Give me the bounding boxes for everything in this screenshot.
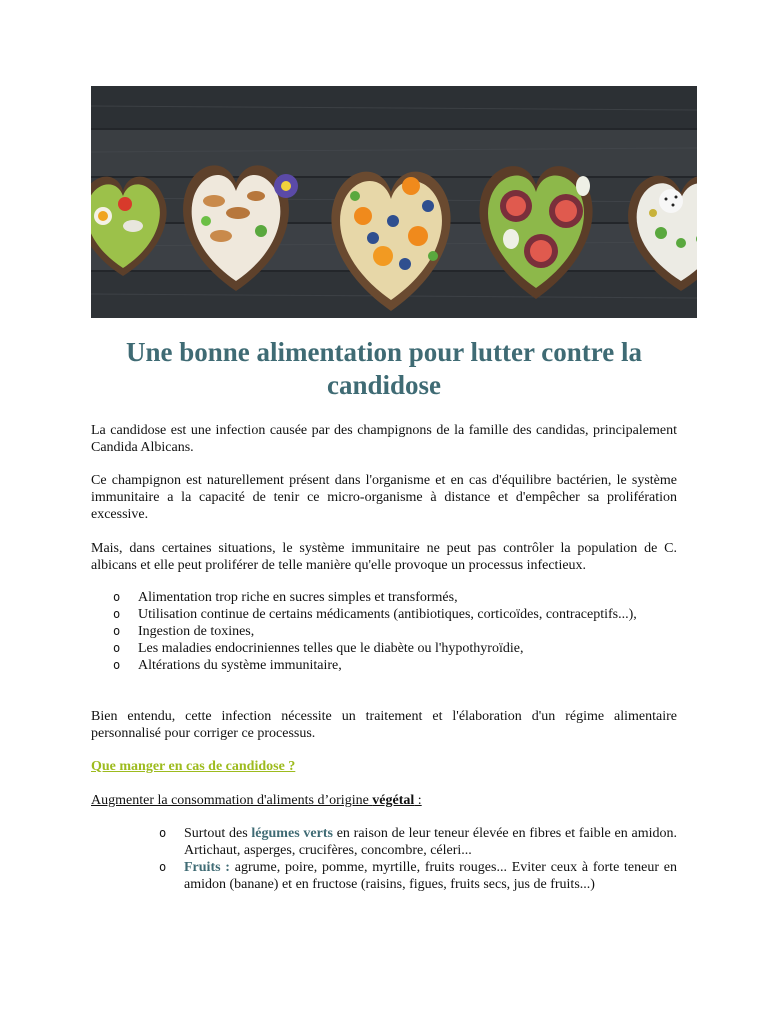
paragraph-intro: La candidose est une infection causée par des champignons de la famille des candidas, principalement Candida Albicans. [91,423,677,455]
sub-heading: Augmenter la consommation d'aliments d’origine végétal : [91,793,422,808]
bullet-marker: o [159,860,167,874]
bullet-marker: o [113,624,121,638]
list-item: o Les maladies endocriniennes telles que le diabète ou l'hypothyroïdie, [113,641,524,656]
paragraph-treatment: Bien entendu, cette infection nécessite un traitement et l'élaboration d'un régime alimentaire personnalisé pour corriger ce processus. [91,709,677,741]
foods-list [159,825,677,893]
list-item: o Fruits : agrume, poire, pomme, myrtille, fruits rouges... Eviter ceux à forte teneur en amidon (banane) et en fructose (raisins, figues, fruits secs, jus de fruits...) [159,860,677,892]
list-item: o Alimentation trop riche en sucres simples et transformés, [113,590,458,605]
bullet-marker: o [113,641,121,655]
list-item: o Altérations du système immunitaire, [113,658,342,673]
causes-list [113,589,677,674]
highlight-fruits: Fruits : [184,860,230,875]
paragraph-immune-system: Ce champignon est naturellement présent dans l'organisme et en cas d'équilibre bactérien, le système immunitaire a la capacité de tenir ce micro-organisme à distance et d'empêcher sa prolifération excessive. [91,473,677,522]
section-heading: Que manger en cas de candidose ? [91,759,296,774]
list-item: o Utilisation continue de certains médicaments (antibiotiques, corticoïdes, contraceptifs...), [113,607,637,622]
bullet-marker: o [113,607,121,621]
page-title: Une bonne alimentation pour lutter contre la candidose [125,337,642,400]
list-item: o Surtout des légumes verts en raison de leur teneur élevée en fibres et faible en amidon. Artichaut, asperges, crucifères, concombre, céleri... [159,826,677,858]
bullet-marker: o [113,590,121,604]
hero-image [91,86,697,318]
bullet-marker: o [113,658,121,672]
list-item: o Ingestion de toxines, [113,624,255,639]
bullet-marker: o [159,826,167,840]
highlight-green-vegetables: légumes verts [251,826,333,841]
paragraph-proliferation: Mais, dans certaines situations, le système immunitaire ne peut pas contrôler la population de C. albicans et elle peut proliférer de telle manière qu'elle provoque un processus infectieux. [91,541,677,573]
